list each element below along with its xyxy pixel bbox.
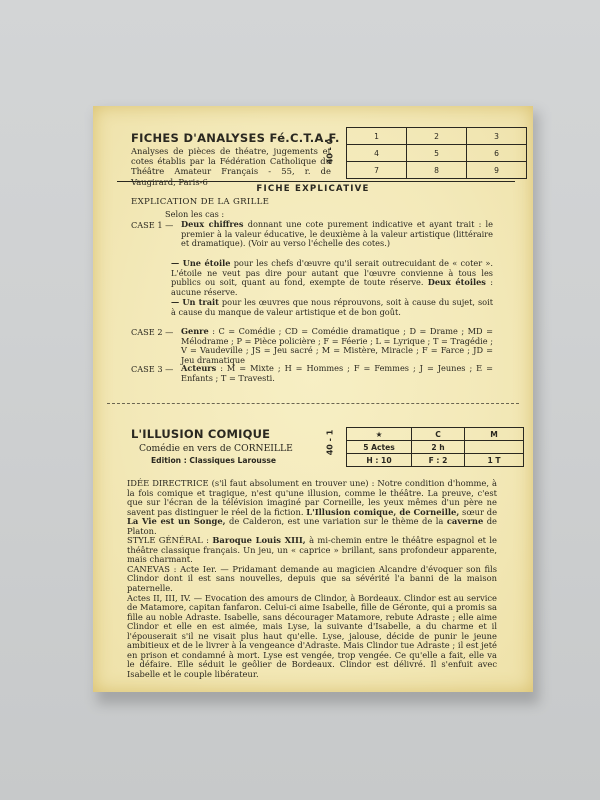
case1-a-term: Deux chiffres <box>181 219 244 229</box>
play-edition: Edition : Classiques Larousse <box>151 456 277 465</box>
case1-b-term2: Deux étoiles <box>427 277 486 288</box>
grid-cell: 8 <box>407 162 467 179</box>
play-grid <box>346 427 524 467</box>
idee-bold3: caverne <box>446 516 484 527</box>
idee-bold2: La Vie est un Songe, <box>127 516 226 527</box>
grid-cell: M <box>465 428 524 441</box>
idee-text1: (s'il faut absolument en trouver une) : Notre condition d'homme, à la fois comique et tragique, n'est qu'une illusion, comme le théâtre. La preuve, c'est que sur l'écran de la télévision imaginé par Corneille, les yeux mêmes d'un père ne savent pas distinguer le réel de la fiction. <box>127 478 498 517</box>
style-bold: Baroque Louis XIII, <box>212 535 306 546</box>
grid-cell: 5 <box>407 145 467 162</box>
idee-mid: sœur de <box>462 506 498 517</box>
header-grid <box>346 127 527 179</box>
grid-cell: 4 <box>347 145 407 162</box>
case1-b-text2: : aucune réserve. <box>171 277 493 297</box>
grid-cell: ★ <box>347 428 412 441</box>
case1-b-text: pour les chefs d'œuvre qu'il serait outrecuidant de « coter ». L'étoile ne veut pas dire pour autant que l'œuvre convienne à tous les publics ou soit, quant au fond, exempte de toute réserve. <box>171 258 494 288</box>
idee-directrice <box>127 479 497 536</box>
analysis-card <box>93 106 533 692</box>
cut-line <box>107 403 519 404</box>
case2-label: CASE 2 — <box>131 327 174 337</box>
canevas-p1 <box>127 565 497 594</box>
play-subtitle: Comédie en vers de CORNEILLE <box>139 443 293 454</box>
style-text: à mi-chemin entre le théâtre espagnol et le théâtre classique français. Un jeu, un « caprice » brillant, sans profondeur apparente, mais charmant. <box>127 535 497 565</box>
grid-cell: 9 <box>467 162 527 179</box>
idee-text3: de Platon. <box>127 516 497 536</box>
play-grid-label: 40 - 1 <box>325 429 335 456</box>
case3-body: : M = Mixte ; H = Hommes ; F = Femmes ; J = Jeunes ; E = Enfants ; T = Travesti. <box>181 363 493 383</box>
style-label: STYLE GÉNÉRAL : <box>127 535 209 546</box>
grid-cell: H : 10 <box>347 454 412 467</box>
case2-term: Genre <box>181 326 209 336</box>
grid-cell: 3 <box>467 128 527 145</box>
canevas-p2: Actes II, III, IV. — Evocation des amours de Clindor, à Bordeaux. Clindor est au service de Matamore, capitan fanfaron. Celui-ci aime Isabelle, fille de Géronte, qui a promis sa fille au noble Adraste. Isabelle, sans décourager Matamore, rebute Adraste ; elle aime Clindor et elle en est aimée, mais Lyse, la suivante d'Isabelle, a du charme et il l'épouserait s'il ne visait plus haut qu'elle. Lyse, jalouse, décide de punir le jeune ambitieux et de le livrer à la vengeance d'Adraste. Mais Clindor tue Adraste ; il est jeté en prison et condamné à mort. Lyse est vengée, trop vengée. Ce qu'elle a fait, elle va le défaire. Elle séduit le geôlier de Bordeaux. Clindor est délivré. Il s'enfuit avec Isabelle et le couple libérateur. <box>127 592 497 679</box>
grid-cell: 7 <box>347 162 407 179</box>
case1-b-term: — Une étoile <box>171 258 231 268</box>
grid-cell: 2 <box>407 128 467 145</box>
header-rule <box>117 181 515 182</box>
fiche-explicative-title: FICHE EXPLICATIVE <box>256 184 370 194</box>
case3-text <box>181 364 493 383</box>
grid-cell: F : 2 <box>412 454 465 467</box>
grid-cell: 2 h <box>412 441 465 454</box>
case2-body: : C = Comédie ; CD = Comédie dramatique ; D = Drame ; MD = Mélodrame ; P = Pièce policière ; F = Féerie ; L = Lyrique ; T = Tragédie ; V = Vaudeville ; JS = Jeu sacré ; M = Mistère, Miracle ; F = Farce ; JD = Jeu dramatique <box>181 326 493 365</box>
grid-cell: 1 <box>347 128 407 145</box>
case3-term: Acteurs <box>181 363 217 373</box>
case1-a-text: donnant une cote purement indicative et ayant trait : le premier à la valeur éducative, le deuxième à la valeur artistique (littéraire et dramatique). (Voir au verso l'échelle des cotes.) <box>181 219 493 249</box>
case1-b <box>171 259 493 297</box>
explication-title: EXPLICATION DE LA GRILLE <box>131 197 270 207</box>
header-grid-label: 40 - 0 <box>325 138 335 165</box>
case1-c <box>171 298 493 317</box>
case3-label: CASE 3 — <box>131 364 174 374</box>
idee-text2: de Calderon, est une variation sur le thème de la <box>229 516 444 527</box>
case1-c-text: pour les œuvres que nous réprouvons, soit à cause du sujet, soit à cause du manque de valeur artistique et de bon goût. <box>171 297 494 317</box>
idee-bold1: L'Illusion comique, de Corneille, <box>306 506 460 517</box>
analysis-body <box>127 479 497 679</box>
case1-label: CASE 1 — <box>131 220 174 230</box>
canevas-label: CANEVAS : <box>127 563 177 574</box>
grid-cell: 6 <box>467 145 527 162</box>
selon-label: Selon les cas : <box>165 209 225 219</box>
idee-label: IDÉE DIRECTRICE <box>127 478 209 488</box>
case2-text <box>181 327 493 365</box>
grid-cell: C <box>412 428 465 441</box>
grid-cell: 5 Actes <box>347 441 412 454</box>
play-title: L'ILLUSION COMIQUE <box>131 427 271 441</box>
style-general <box>127 536 497 565</box>
case1-a <box>181 220 493 249</box>
grid-cell <box>465 441 524 454</box>
header-title: FICHES D'ANALYSES Fé.C.T.A.F. <box>131 131 340 145</box>
grid-cell: 1 T <box>465 454 524 467</box>
case1-c-term: — Un trait <box>171 297 219 307</box>
canevas-text1: Acte Ier. — Pridamant demande au magicien Alcandre d'évoquer son fils Clindor dont il est sans nouvelles, depuis que sa sévérité l'a banni de la maison paternelle. <box>127 563 497 594</box>
header-description: Analyses de pièces de théatre, jugements et cotes établis par la Fédération Catholique du Théâtre Amateur Français - 55, r. de Vaugirard, Paris-6 <box>131 146 331 187</box>
